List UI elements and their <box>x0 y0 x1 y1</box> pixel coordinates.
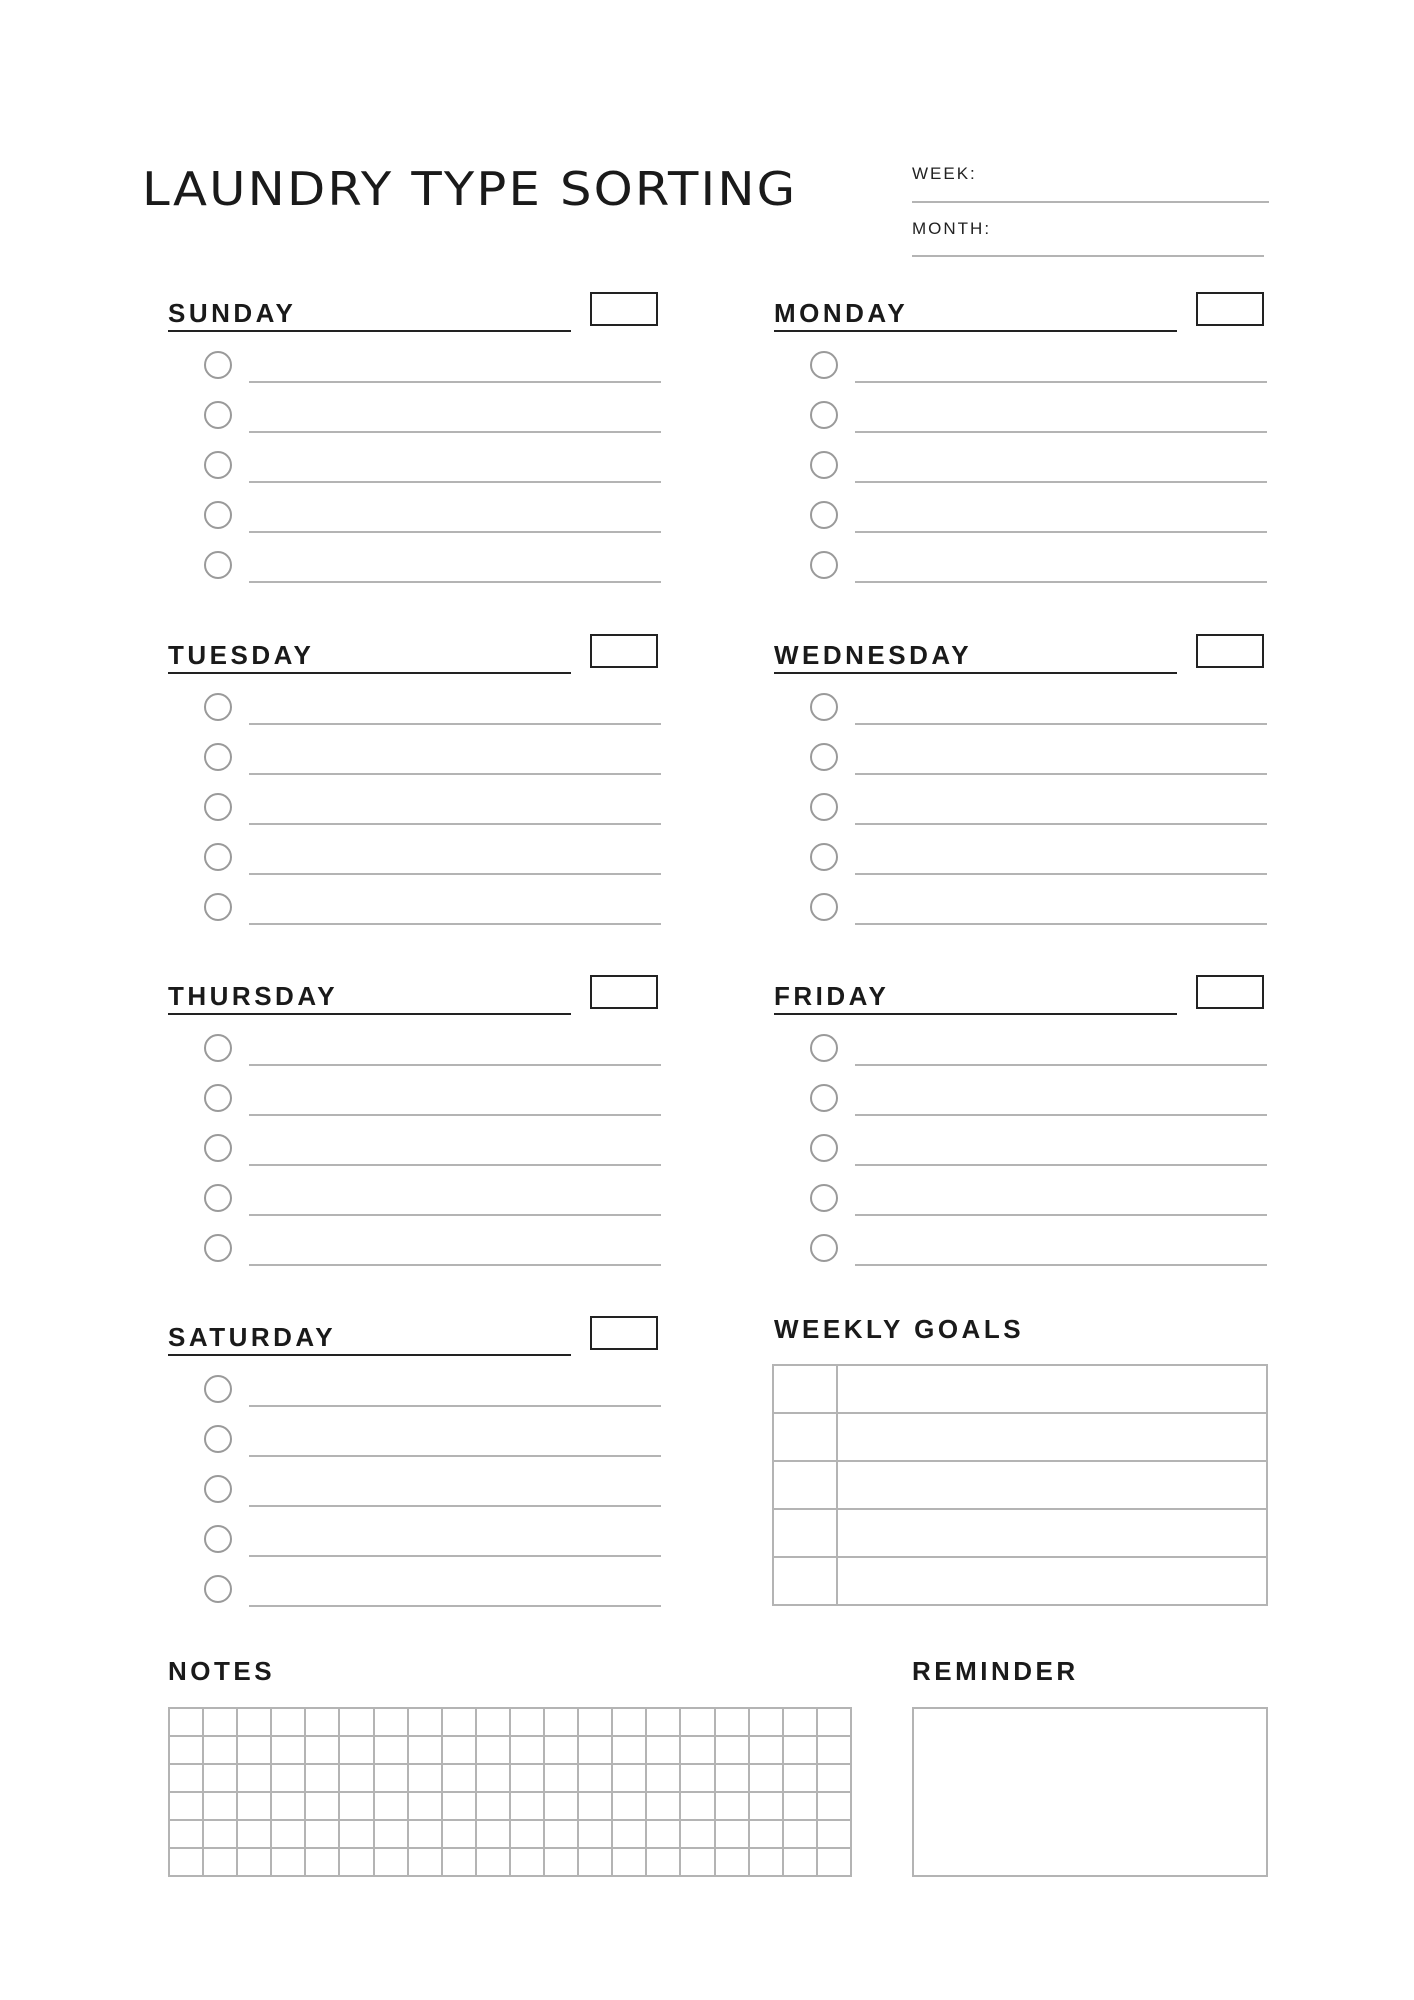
entry-line[interactable] <box>855 1214 1267 1216</box>
list-item <box>204 500 661 534</box>
checkbox-circle[interactable] <box>810 743 838 771</box>
list-item <box>204 842 661 876</box>
notes-grid-cell[interactable] <box>783 1736 817 1764</box>
entry-line[interactable] <box>855 531 1267 533</box>
day-header <box>168 632 571 674</box>
day-label: FRIDAY <box>774 981 890 1011</box>
goal-check-cell[interactable] <box>773 1557 837 1605</box>
notes-grid-cell[interactable] <box>339 1736 373 1764</box>
notes-grid-cell[interactable] <box>408 1792 442 1820</box>
notes-grid-cell[interactable] <box>544 1764 578 1792</box>
checkbox-circle[interactable] <box>204 551 232 579</box>
entry-line[interactable] <box>249 1114 661 1116</box>
checkbox-circle[interactable] <box>204 1475 232 1503</box>
entry-line[interactable] <box>855 823 1267 825</box>
notes-grid-cell[interactable] <box>203 1708 237 1736</box>
weekly-goals-title: WEEKLY GOALS <box>774 1314 1025 1344</box>
checkbox-circle[interactable] <box>204 401 232 429</box>
notes-grid-cell[interactable] <box>510 1736 544 1764</box>
notes-grid-cell[interactable] <box>237 1764 271 1792</box>
notes-title: NOTES <box>168 1656 276 1686</box>
list-item <box>204 692 661 726</box>
checkbox-circle[interactable] <box>204 843 232 871</box>
checkbox-circle[interactable] <box>204 501 232 529</box>
notes-grid-cell[interactable] <box>680 1792 714 1820</box>
notes-grid-cell[interactable] <box>578 1820 612 1848</box>
day-label: WEDNESDAY <box>774 640 973 670</box>
checkbox-circle[interactable] <box>204 743 232 771</box>
month-label: MONTH: <box>912 219 992 238</box>
notes-grid-cell[interactable] <box>339 1792 373 1820</box>
notes-grid-cell[interactable] <box>612 1708 646 1736</box>
notes-grid-cell[interactable] <box>374 1736 408 1764</box>
notes-grid-cell[interactable] <box>578 1848 612 1876</box>
checkbox-circle[interactable] <box>810 501 838 529</box>
list-item <box>204 1524 661 1558</box>
reminder-box[interactable] <box>912 1707 1268 1877</box>
list-item <box>204 450 661 484</box>
notes-grid-cell[interactable] <box>749 1848 783 1876</box>
notes-grid-row <box>169 1708 851 1736</box>
goal-check-cell[interactable] <box>773 1413 837 1461</box>
checkbox-circle[interactable] <box>810 1034 838 1062</box>
day-checkbox[interactable] <box>590 1316 658 1350</box>
notes-grid-cell[interactable] <box>374 1708 408 1736</box>
day-header <box>774 632 1177 674</box>
day-label: THURSDAY <box>168 981 339 1011</box>
goal-text-cell[interactable] <box>837 1557 1267 1605</box>
reminder-title: REMINDER <box>912 1656 1079 1686</box>
notes-grid-cell[interactable] <box>783 1820 817 1848</box>
notes-grid-cell[interactable] <box>510 1820 544 1848</box>
notes-grid-cell[interactable] <box>646 1764 680 1792</box>
checkbox-circle[interactable] <box>810 793 838 821</box>
notes-grid-cell[interactable] <box>408 1764 442 1792</box>
notes-grid-cell[interactable] <box>476 1708 510 1736</box>
list-item <box>810 400 1267 434</box>
notes-grid-cell[interactable] <box>510 1708 544 1736</box>
notes-grid-cell[interactable] <box>476 1792 510 1820</box>
notes-grid-cell[interactable] <box>680 1736 714 1764</box>
day-header <box>774 290 1177 332</box>
list-item <box>810 1033 1267 1067</box>
list-item <box>810 1133 1267 1167</box>
entry-line[interactable] <box>249 381 661 383</box>
entry-line[interactable] <box>855 581 1267 583</box>
notes-grid-cell[interactable] <box>305 1820 339 1848</box>
entry-line[interactable] <box>249 1214 661 1216</box>
notes-grid-cell[interactable] <box>339 1708 373 1736</box>
notes-grid-cell[interactable] <box>169 1792 203 1820</box>
checkbox-circle[interactable] <box>810 451 838 479</box>
list-item <box>810 692 1267 726</box>
checkbox-circle[interactable] <box>810 401 838 429</box>
notes-grid-cell[interactable] <box>612 1792 646 1820</box>
goal-check-cell[interactable] <box>773 1461 837 1509</box>
notes-grid-cell[interactable] <box>578 1764 612 1792</box>
notes-grid-cell[interactable] <box>374 1764 408 1792</box>
notes-grid-cell[interactable] <box>305 1848 339 1876</box>
notes-grid-cell[interactable] <box>237 1820 271 1848</box>
checkbox-circle[interactable] <box>204 1425 232 1453</box>
list-item <box>204 550 661 584</box>
notes-grid-cell[interactable] <box>237 1736 271 1764</box>
checkbox-circle[interactable] <box>810 1184 838 1212</box>
notes-grid-cell[interactable] <box>271 1764 305 1792</box>
list-item <box>810 742 1267 776</box>
list-item <box>204 1424 661 1458</box>
notes-grid-cell[interactable] <box>749 1708 783 1736</box>
notes-grid-cell[interactable] <box>374 1792 408 1820</box>
entry-line[interactable] <box>249 1264 661 1266</box>
goal-check-cell[interactable] <box>773 1509 837 1557</box>
notes-grid-cell[interactable] <box>442 1792 476 1820</box>
notes-grid-row <box>169 1848 851 1876</box>
list-item <box>204 1474 661 1508</box>
notes-grid-cell[interactable] <box>646 1736 680 1764</box>
notes-grid-cell[interactable] <box>715 1848 749 1876</box>
notes-grid-row <box>169 1764 851 1792</box>
entry-line[interactable] <box>249 823 661 825</box>
notes-grid-cell[interactable] <box>749 1736 783 1764</box>
notes-grid-cell[interactable] <box>612 1764 646 1792</box>
notes-grid-cell[interactable] <box>783 1708 817 1736</box>
notes-grid-cell[interactable] <box>169 1848 203 1876</box>
notes-grid-cell[interactable] <box>237 1708 271 1736</box>
notes-grid-cell[interactable] <box>271 1848 305 1876</box>
goal-text-cell[interactable] <box>837 1509 1267 1557</box>
month-field[interactable] <box>912 255 1264 257</box>
notes-grid-cell[interactable] <box>169 1708 203 1736</box>
list-item <box>810 792 1267 826</box>
checkbox-circle[interactable] <box>204 1575 232 1603</box>
checkbox-circle[interactable] <box>204 693 232 721</box>
notes-grid-cell[interactable] <box>612 1736 646 1764</box>
week-field[interactable] <box>912 201 1269 203</box>
entry-line[interactable] <box>249 431 661 433</box>
list-item <box>204 1183 661 1217</box>
notes-grid-cell[interactable] <box>203 1792 237 1820</box>
notes-grid-cell[interactable] <box>374 1820 408 1848</box>
notes-grid-cell[interactable] <box>817 1764 851 1792</box>
list-item <box>204 1133 661 1167</box>
notes-grid-cell[interactable] <box>544 1792 578 1820</box>
entry-line[interactable] <box>855 1064 1267 1066</box>
notes-grid-cell[interactable] <box>339 1848 373 1876</box>
notes-grid-cell[interactable] <box>442 1736 476 1764</box>
notes-grid-cell[interactable] <box>817 1848 851 1876</box>
notes-grid-cell[interactable] <box>544 1708 578 1736</box>
checkbox-circle[interactable] <box>204 1184 232 1212</box>
goal-check-cell[interactable] <box>773 1365 837 1413</box>
list-item <box>204 1374 661 1408</box>
entry-line[interactable] <box>249 1555 661 1557</box>
notes-grid-cell[interactable] <box>203 1820 237 1848</box>
notes-grid-cell[interactable] <box>578 1708 612 1736</box>
entry-line[interactable] <box>855 1264 1267 1266</box>
checkbox-circle[interactable] <box>204 1525 232 1553</box>
day-checkbox[interactable] <box>590 975 658 1009</box>
checkbox-circle[interactable] <box>204 1134 232 1162</box>
checkbox-circle[interactable] <box>204 1084 232 1112</box>
day-checkbox[interactable] <box>590 634 658 668</box>
notes-grid-cell[interactable] <box>442 1764 476 1792</box>
checkbox-circle[interactable] <box>810 1234 838 1262</box>
entry-line[interactable] <box>855 1114 1267 1116</box>
notes-grid-cell[interactable] <box>476 1764 510 1792</box>
notes-grid-cell[interactable] <box>169 1736 203 1764</box>
notes-grid-cell[interactable] <box>749 1820 783 1848</box>
list-item <box>810 350 1267 384</box>
notes-grid-cell[interactable] <box>544 1736 578 1764</box>
list-item <box>204 350 661 384</box>
notes-grid-cell[interactable] <box>169 1764 203 1792</box>
notes-grid-cell[interactable] <box>271 1792 305 1820</box>
day-header <box>774 973 1177 1015</box>
notes-grid-cell[interactable] <box>646 1708 680 1736</box>
notes-grid-cell[interactable] <box>817 1792 851 1820</box>
entry-line[interactable] <box>855 873 1267 875</box>
notes-grid-cell[interactable] <box>715 1764 749 1792</box>
notes-grid-cell[interactable] <box>578 1792 612 1820</box>
notes-grid-cell[interactable] <box>646 1792 680 1820</box>
table-row <box>773 1413 1267 1461</box>
list-item <box>810 842 1267 876</box>
notes-grid-cell[interactable] <box>203 1848 237 1876</box>
entry-line[interactable] <box>855 381 1267 383</box>
checkbox-circle[interactable] <box>810 551 838 579</box>
notes-grid-cell[interactable] <box>646 1848 680 1876</box>
weekly-goals-table <box>772 1364 1268 1606</box>
day-label: SUNDAY <box>168 298 297 328</box>
table-row <box>773 1509 1267 1557</box>
notes-grid-cell[interactable] <box>783 1764 817 1792</box>
entry-line[interactable] <box>855 773 1267 775</box>
notes-grid-cell[interactable] <box>476 1820 510 1848</box>
notes-grid-cell[interactable] <box>715 1708 749 1736</box>
entry-line[interactable] <box>855 923 1267 925</box>
list-item <box>810 450 1267 484</box>
entry-line[interactable] <box>855 1164 1267 1166</box>
notes-grid-cell[interactable] <box>612 1820 646 1848</box>
entry-line[interactable] <box>249 531 661 533</box>
notes-grid-cell[interactable] <box>271 1820 305 1848</box>
entry-line[interactable] <box>249 1164 661 1166</box>
notes-grid-cell[interactable] <box>374 1848 408 1876</box>
notes-grid-cell[interactable] <box>783 1848 817 1876</box>
notes-grid-cell[interactable] <box>749 1792 783 1820</box>
notes-grid-cell[interactable] <box>578 1736 612 1764</box>
checkbox-circle[interactable] <box>810 351 838 379</box>
list-item <box>204 892 661 926</box>
goal-text-cell[interactable] <box>837 1461 1267 1509</box>
table-row <box>773 1365 1267 1413</box>
list-item <box>204 1574 661 1608</box>
notes-grid-cell[interactable] <box>271 1736 305 1764</box>
notes-grid-cell[interactable] <box>646 1820 680 1848</box>
notes-grid-cell[interactable] <box>510 1792 544 1820</box>
notes-grid-cell[interactable] <box>203 1764 237 1792</box>
entry-line[interactable] <box>249 723 661 725</box>
notes-grid-cell[interactable] <box>408 1848 442 1876</box>
entry-line[interactable] <box>249 1064 661 1066</box>
entry-line[interactable] <box>249 923 661 925</box>
list-item <box>810 1233 1267 1267</box>
notes-grid-cell[interactable] <box>817 1736 851 1764</box>
entry-line[interactable] <box>249 873 661 875</box>
day-header <box>168 290 571 332</box>
day-checkbox[interactable] <box>1196 292 1264 326</box>
notes-grid-cell[interactable] <box>715 1792 749 1820</box>
notes-grid-cell[interactable] <box>510 1848 544 1876</box>
notes-grid-cell[interactable] <box>510 1764 544 1792</box>
day-checkbox[interactable] <box>1196 634 1264 668</box>
list-item <box>204 1033 661 1067</box>
notes-grid-cell[interactable] <box>749 1764 783 1792</box>
notes-grid-cell[interactable] <box>680 1708 714 1736</box>
notes-grid-cell[interactable] <box>442 1820 476 1848</box>
notes-grid-row <box>169 1792 851 1820</box>
list-item <box>810 550 1267 584</box>
checkbox-circle[interactable] <box>204 1234 232 1262</box>
notes-grid-cell[interactable] <box>237 1848 271 1876</box>
list-item <box>204 1233 661 1267</box>
list-item <box>810 500 1267 534</box>
entry-line[interactable] <box>249 481 661 483</box>
page-title: LAUNDRY TYPE SORTING <box>142 162 798 216</box>
list-item <box>810 1083 1267 1117</box>
entry-line[interactable] <box>249 1405 661 1407</box>
notes-grid-cell[interactable] <box>408 1708 442 1736</box>
notes-grid-row <box>169 1736 851 1764</box>
entry-line[interactable] <box>855 431 1267 433</box>
notes-grid-cell[interactable] <box>715 1736 749 1764</box>
notes-grid-cell[interactable] <box>680 1820 714 1848</box>
checkbox-circle[interactable] <box>204 351 232 379</box>
notes-grid-cell[interactable] <box>305 1708 339 1736</box>
notes-grid-cell[interactable] <box>305 1736 339 1764</box>
notes-grid-cell[interactable] <box>817 1708 851 1736</box>
notes-grid-cell[interactable] <box>544 1820 578 1848</box>
checkbox-circle[interactable] <box>810 1134 838 1162</box>
entry-line[interactable] <box>249 773 661 775</box>
list-item <box>810 1183 1267 1217</box>
day-label: TUESDAY <box>168 640 315 670</box>
notes-grid-cell[interactable] <box>305 1764 339 1792</box>
day-checkbox[interactable] <box>1196 975 1264 1009</box>
goal-text-cell[interactable] <box>837 1365 1267 1413</box>
notes-grid-cell[interactable] <box>305 1792 339 1820</box>
checkbox-circle[interactable] <box>810 693 838 721</box>
notes-grid-cell[interactable] <box>442 1708 476 1736</box>
notes-grid-cell[interactable] <box>237 1792 271 1820</box>
notes-grid-cell[interactable] <box>476 1736 510 1764</box>
day-checkbox[interactable] <box>590 292 658 326</box>
notes-grid-cell[interactable] <box>408 1736 442 1764</box>
entry-line[interactable] <box>249 1605 661 1607</box>
notes-grid-cell[interactable] <box>544 1848 578 1876</box>
notes-grid-cell[interactable] <box>680 1764 714 1792</box>
notes-grid[interactable] <box>168 1707 852 1877</box>
notes-grid-cell[interactable] <box>680 1848 714 1876</box>
checkbox-circle[interactable] <box>204 1375 232 1403</box>
entry-line[interactable] <box>249 581 661 583</box>
checkbox-circle[interactable] <box>204 451 232 479</box>
day-header <box>168 973 571 1015</box>
notes-grid-cell[interactable] <box>442 1848 476 1876</box>
list-item <box>204 792 661 826</box>
notes-grid-cell[interactable] <box>612 1848 646 1876</box>
notes-grid-cell[interactable] <box>169 1820 203 1848</box>
checkbox-circle[interactable] <box>810 843 838 871</box>
notes-grid-cell[interactable] <box>408 1820 442 1848</box>
list-item <box>204 1083 661 1117</box>
checkbox-circle[interactable] <box>810 893 838 921</box>
checkbox-circle[interactable] <box>204 1034 232 1062</box>
week-label: WEEK: <box>912 164 977 183</box>
day-label: SATURDAY <box>168 1322 337 1352</box>
entry-line[interactable] <box>249 1455 661 1457</box>
notes-grid-cell[interactable] <box>783 1792 817 1820</box>
checkbox-circle[interactable] <box>810 1084 838 1112</box>
day-label: MONDAY <box>774 298 909 328</box>
list-item <box>204 400 661 434</box>
notes-grid-cell[interactable] <box>715 1820 749 1848</box>
notes-grid-cell[interactable] <box>339 1820 373 1848</box>
notes-grid-cell[interactable] <box>817 1820 851 1848</box>
goal-text-cell[interactable] <box>837 1413 1267 1461</box>
checkbox-circle[interactable] <box>204 793 232 821</box>
list-item <box>204 742 661 776</box>
entry-line[interactable] <box>855 723 1267 725</box>
entry-line[interactable] <box>249 1505 661 1507</box>
notes-grid-cell[interactable] <box>203 1736 237 1764</box>
list-item <box>810 892 1267 926</box>
notes-grid-row <box>169 1820 851 1848</box>
day-header <box>168 1314 571 1356</box>
table-row <box>773 1557 1267 1605</box>
notes-grid-cell[interactable] <box>271 1708 305 1736</box>
notes-grid-cell[interactable] <box>339 1764 373 1792</box>
checkbox-circle[interactable] <box>204 893 232 921</box>
notes-grid-cell[interactable] <box>476 1848 510 1876</box>
table-row <box>773 1461 1267 1509</box>
entry-line[interactable] <box>855 481 1267 483</box>
